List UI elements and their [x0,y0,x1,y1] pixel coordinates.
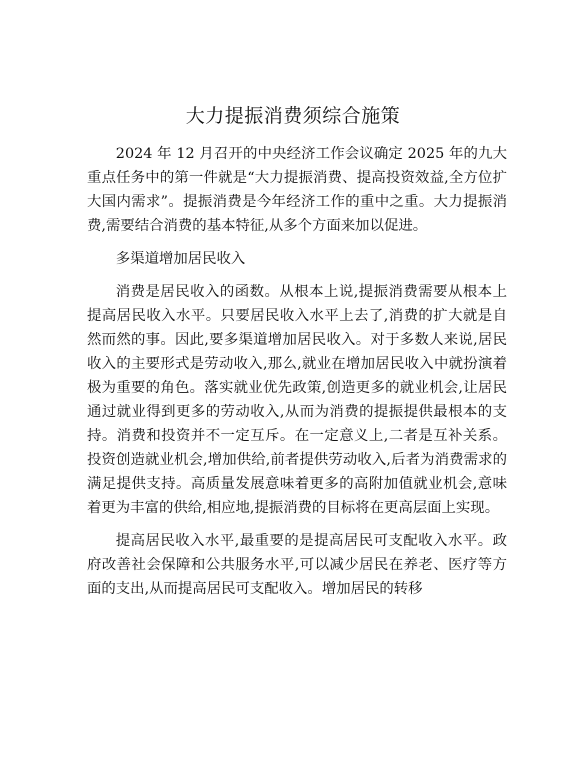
document-body [87,142,507,610]
document-title: 大力提振消费须综合施策 [185,105,401,127]
paragraph-disposable-income: 提高居民收入水平,最重要的是提高居民可支配收入水平。政府改善社会保障和公共服务水平,可以减少居民在养老、医疗等方面的支出,从而提高居民可支配收入。增加居民的转移 [87,533,507,597]
paragraph-income: 消费是居民收入的函数。从根本上说,提振消费需要从根本上提高居民收入水平。只要居民收入水平上去了,消费的扩大就是自然而然的事。因此,要多渠道增加居民收入。对于多数人来说,居民收入的主要形式是劳动收入,那么,就业在增加居民收入中就扮演着极为重要的角色。落实就业优先政策,创造更多的就业机会,让居民通过就业得到更多的劳动收入,从而为消费的提振提供最根本的支持。消费和投资并不一定互斥。在一定意义上,二者是互补关系。投资创造就业机会,增加供给,前者提供劳动收入,后者为消费需求的满足提供支持。高质量发展意味着更多的高附加值就业机会,意味着更为丰富的供给,相应地,提振消费的目标将在更高层面上实现。 [87,284,507,516]
paragraph-intro: 2024 年 12 月召开的中央经济工作会议确定 2025 年的九大重点任务中的第一件就是“大力提振消费、提高投资效益,全方位扩大国内需求”。提振消费是今年经济工作的重中之重。大力提振消费,需要结合消费的基本特征,从多个方面来加以促进。 [87,146,507,234]
section-heading: 多渠道增加居民收入 [115,251,246,267]
